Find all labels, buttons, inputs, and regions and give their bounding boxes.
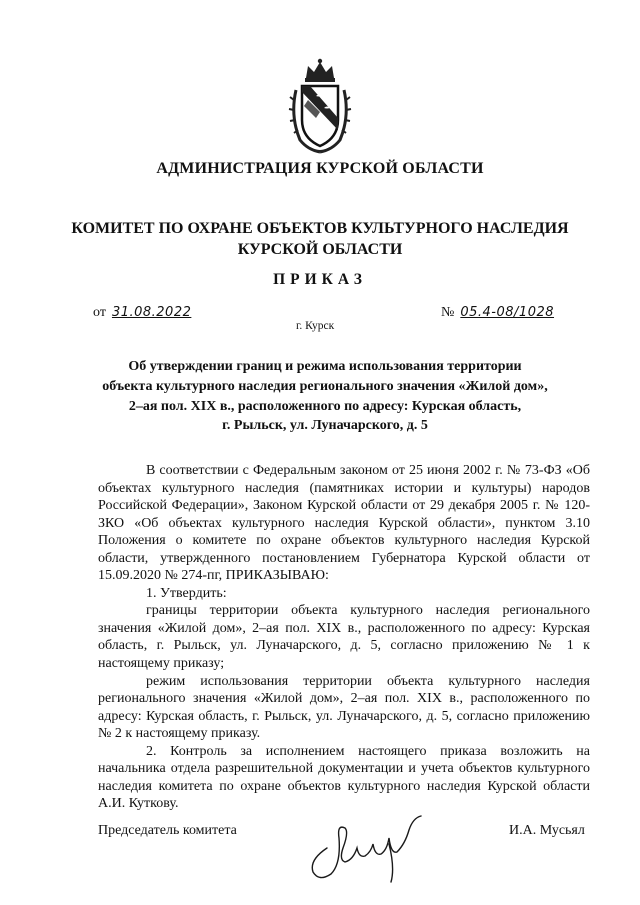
body-paragraph-item1: 1. Утвердить: bbox=[146, 585, 227, 601]
signer-position: Председатель комитета bbox=[98, 823, 237, 838]
body-paragraph-boundaries: границы территории объекта культурного наследия регионального значения «Жилой дом», 2–ая пол. XIX в., расположенного по адресу: Курская область, г. Рыльск, ул. Луначарского, д. 5, согласно приложению № 1 к настоящему приказу; bbox=[98, 603, 590, 672]
body-paragraph-preamble: В соответствии с Федеральным законом от 25 июня 2002 г. № 73-ФЗ «Об объектах культурного наследия (памятниках истории и культуры) народов Российской Федерации», Законом Курской области от 29 декабря 2005 г. № 120-ЗКО «Об объектах культурного наследия Курской области», пунктом 3.10 Положения о комитете по охране объектов культурного наследия Курской области, утвержденного постановлением Губернатора Курской области от 15.09.2020 № 274-пг, ПРИКАЗЫВАЮ: bbox=[98, 463, 590, 584]
signer-name: И.А. Мусьял bbox=[509, 823, 585, 838]
committee-title-line1: КОМИТЕТ ПО ОХРАНЕ ОБЪЕКТОВ КУЛЬТУРНОГО НАСЛЕДИЯ bbox=[71, 220, 569, 237]
document-type: ПРИКАЗ bbox=[273, 271, 367, 288]
body-paragraph-regime: режим использования территории объекта культурного наследия регионального значения «Жилой дом», 2–ая пол. XIX в., расположенного по адресу: Курская область, г. Рыльск, ул. Луначарского, д. 5, согласно приложению № 2 к настоящему приказу. bbox=[98, 673, 590, 742]
administration-title: АДМИНИСТРАЦИЯ КУРСКОЙ ОБЛАСТИ bbox=[156, 160, 484, 177]
coat-of-arms-icon bbox=[286, 56, 354, 156]
date-prefix: от bbox=[93, 305, 106, 320]
committee-title bbox=[0, 218, 640, 260]
number-prefix: № bbox=[441, 305, 455, 320]
date-value: 31.08.2022 bbox=[111, 305, 192, 320]
subject-line2: объекта культурного наследия регионального значения «Жилой дом», bbox=[102, 378, 548, 394]
handwritten-signature bbox=[305, 808, 435, 884]
subject-line3: 2–ая пол. XIX в., расположенного по адресу: Курская область, bbox=[128, 398, 522, 414]
city-label: г. Курск bbox=[296, 320, 335, 332]
subject-line1: Об утверждении границ и режима использования территории bbox=[128, 359, 522, 374]
body-paragraph-control: 2. Контроль за исполнением настоящего приказа возложить на начальника отдела разрешительной документации и учета объектов культурного наследия комитета по охране объектов культурного наследия Курской области А.И. Куткову. bbox=[98, 743, 590, 812]
number-field bbox=[441, 305, 554, 321]
order-subject bbox=[90, 357, 560, 436]
subject-line4: г. Рыльск, ул. Луначарского, д. 5 bbox=[222, 418, 428, 434]
date-field bbox=[93, 305, 191, 321]
committee-title-line2: КУРСКОЙ ОБЛАСТИ bbox=[237, 241, 403, 258]
order-body bbox=[98, 462, 590, 813]
number-value: 05.4-08/1028 bbox=[460, 305, 555, 320]
